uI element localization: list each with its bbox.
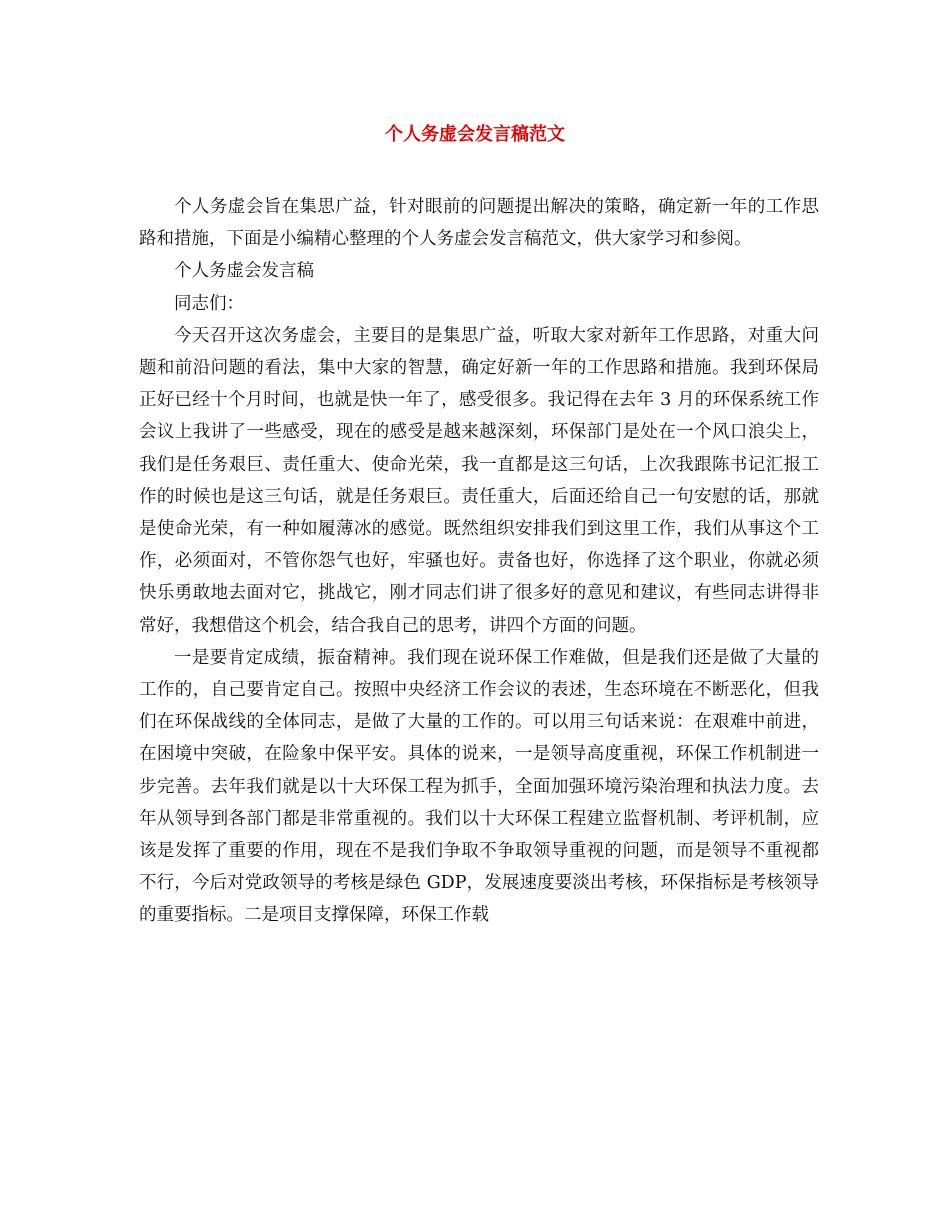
document-body [139,191,819,932]
body-paragraph: 今天召开这次务虚会，主要目的是集思广益，听取大家对新年工作思路，对重大问题和前沿问题的看法，集中大家的智慧，确定好新一年的工作思路和措施。我到环保局正好已经十个月时间，也就是快一年了，感受很多。我记得在去年 3 月的环保系统工作会议上我讲了一些感受，现在的感受是越来越深刻，环保部门是处在一个风口浪尖上，我们是任务艰巨、责任重大、使命光荣，我一直都是这三句话，上次我跟陈书记汇报工作的时候也是这三句话，就是任务艰巨。责任重大，后面还给自己一句安慰的话，那就是使命光荣，有一种如履薄冰的感觉。既然组织安排我们到这里工作，我们从事这个工作，必须面对，不管你怨气也好，牢骚也好。责备也好，你选择了这个职业，你就必须快乐勇敢地去面对它，挑战它，刚才同志们讲了很多好的意见和建议，有些同志讲得非常好，我想借这个机会，结合我自己的思考，讲四个方面的问题。 [139,325,819,636]
body-paragraph: 一是要肯定成绩，振奋精神。我们现在说环保工作难做，但是我们还是做了大量的工作的，自己要肯定自己。按照中央经济工作会议的表述，生态环境在不断恶化，但我们在环保战线的全体同志，是做了大量的工作的。可以用三句话来说：在艰难中前进，在困境中突破，在险象中保平安。具体的说来，一是领导高度重视，环保工作机制进一步完善。去年我们就是以十大环保工程为抓手，全面加强环境污染治理和执法力度。去年从领导到各部门都是非常重视的。我们以十大环保工程建立监督机制、考评机制，应该是发挥了重要的作用，现在不是我们争取不争取领导重视的问题，而是领导不重视都不行，今后对党政领导的考核是绿色 GDP，发展速度要淡出考核，环保指标是考核领导的重要指标。二是项目支撑保障，环保工作载 [139,647,819,926]
section-heading: 个人务虚会发言稿 [174,261,314,282]
document-title: 个人务虚会发言稿范文 [385,124,565,145]
intro-paragraph: 个人务虚会旨在集思广益，针对眼前的问题提出解决的策略，确定新一年的工作思路和措施，下面是小编精心整理的个人务虚会发言稿范文，供大家学习和参阅。 [139,197,819,250]
salutation: 同志们： [174,293,244,314]
